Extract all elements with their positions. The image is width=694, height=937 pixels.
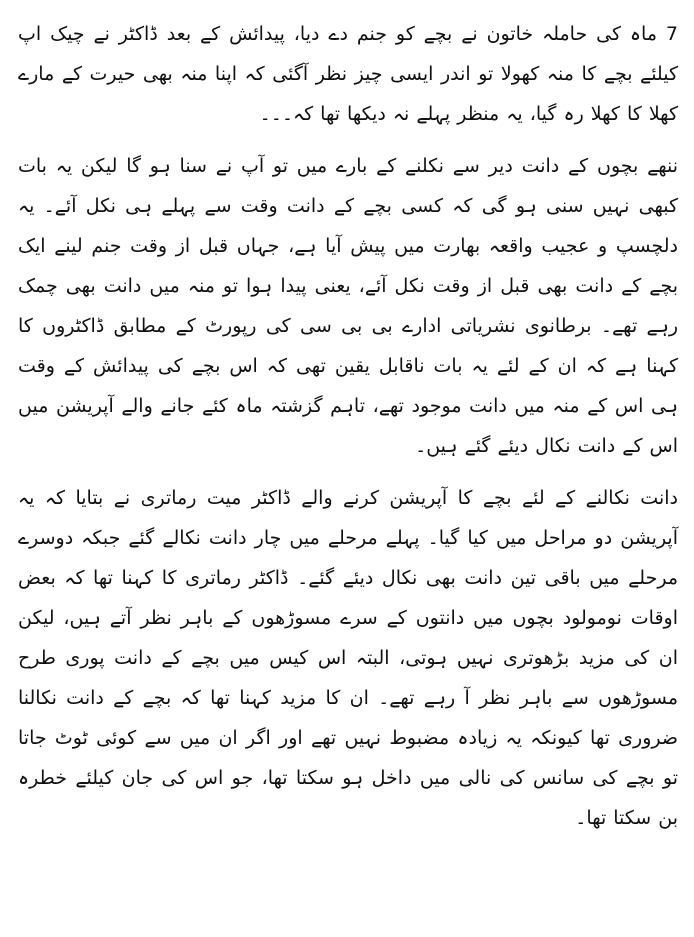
article-paragraph-teeth-report: ننھے بچوں کے دانت دیر سے نکلنے کے بارے میں تو آپ نے سنا ہو گا لیکن یہ بات کبھی نہیں سنی ہو گی کہ کسی بچے کے دانت وقت سے پہلے ہی نکل آئے۔ یہ دلچسپ و عجیب واقعہ بھارت میں پیش آیا ہے، جہاں قبل از وقت جنم لینے ایک بچے کے دانت بھی قبل از وقت نکل آئے، یعنی پیدا ہوا تو منہ میں دانت بھی چمک رہے تھے۔ برطانوی نشریاتی ادارے بی بی سی کی رپورٹ کے مطابق ڈاکٹروں کا کہنا ہے کہ ان کے لئے یہ بات ناقابل یقین تھی کہ اس بچے کی پیدائش کے وقت ہی اس کے منہ میں دانت موجود تھے، تاہم گزشتہ ماہ کئے جانے والے آپریشن میں اس کے دانت نکال دیئے گئے ہیں۔ [18, 155, 678, 457]
article-paragraph-operation: دانت نکالنے کے لئے بچے کا آپریشن کرنے والے ڈاکٹر میت رماتری نے بتایا کہ یہ آپریشن دو مراحل میں کیا گیا۔ پہلے مرحلے میں چار دانت نکالے گئے جبکہ دوسرے مرحلے میں باقی تین دانت بھی نکال دیئے گئے۔ ڈاکٹر رماتری کا کہنا تھا کہ بعض اوقات نومولود بچوں میں دانتوں کے سرے مسوڑھوں کے باہر نظر آتے ہیں، لیکن ان کی مزید بڑھوتری نہیں ہوتی، البتہ اس کیس میں بچے کے دانت پوری طرح مسوڑھوں سے باہر نظر آ رہے تھے۔ ان کا مزید کہنا تھا کہ بچے کے دانت نکالنا ضروری تھا کیونکہ یہ زیادہ مضبوط نہیں تھے اور اگر ان میں سے کوئی ٹوٹ جاتا تو بچے کی سانس کی نالی میں داخل ہو سکتا تھا، جو اس کی جان کیلئے خطرہ بن سکتا تھا۔ [18, 487, 678, 829]
article-body [18, 14, 678, 838]
article-paragraph-birth: 7 ماہ کی حاملہ خاتون نے بچے کو جنم دے دیا، پیدائش کے بعد ڈاکٹر نے چیک اپ کیلئے بچے کا منہ کھولا تو اندر ایسی چیز نظر آگئی کہ اپنا منہ بھی حیرت کے مارے کھلا کا کھلا رہ گیا، یہ منظر پہلے نہ دیکھا تھا کہ۔۔۔ [18, 23, 678, 125]
